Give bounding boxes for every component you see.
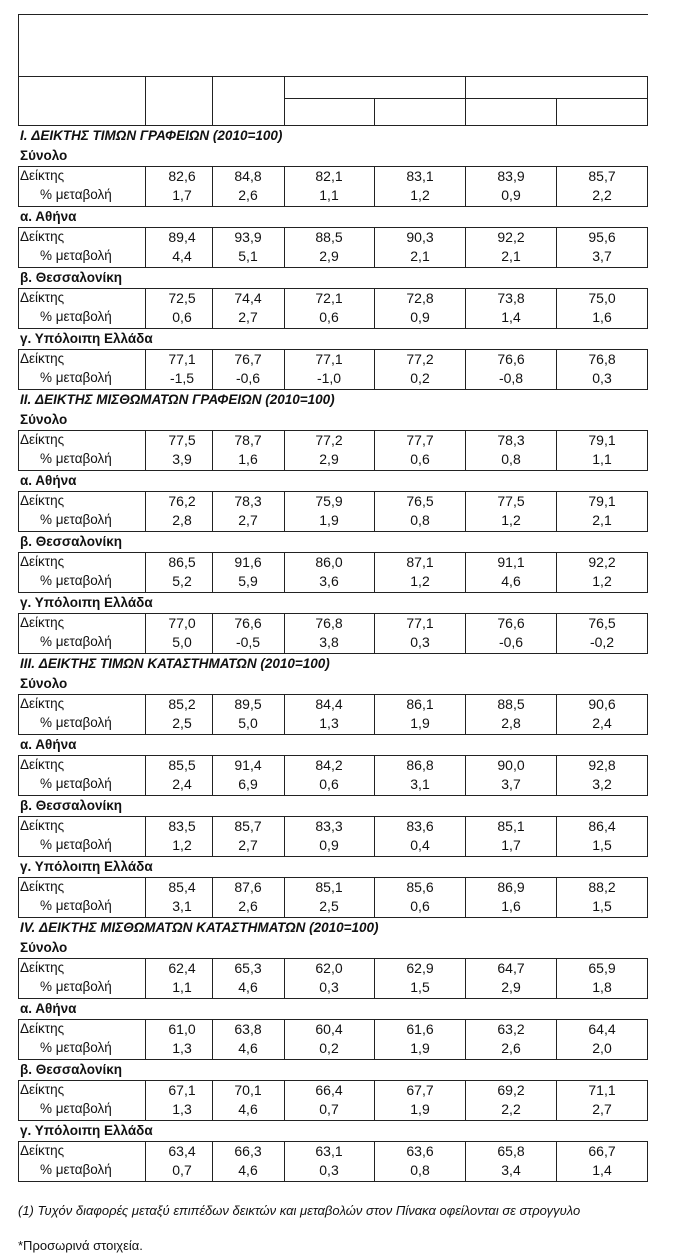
change-value: 0,2 xyxy=(410,370,430,386)
change-value: 3,7 xyxy=(592,248,612,264)
index-value: 85,4 xyxy=(168,879,196,895)
change-value: 0,3 xyxy=(319,979,339,995)
change-value: 3,1 xyxy=(172,898,192,914)
index-value: 76,8 xyxy=(588,351,616,367)
row-label-index: Δείκτης xyxy=(20,554,65,569)
row-label-change: % μεταβολή xyxy=(40,309,112,324)
region-title: Σύνολο xyxy=(20,940,68,955)
change-value: 0,8 xyxy=(410,512,430,528)
change-value: 1,6 xyxy=(501,898,521,914)
row-label-index: Δείκτης xyxy=(20,351,65,366)
change-value: 0,3 xyxy=(410,634,430,650)
change-value: 2,7 xyxy=(238,837,258,853)
change-value: 1,1 xyxy=(592,451,612,467)
change-value: 1,2 xyxy=(172,837,192,853)
change-value: 1,6 xyxy=(238,451,258,467)
change-value: 3,7 xyxy=(501,776,521,792)
index-value: 82,1 xyxy=(315,168,343,184)
row-label-change: % μεταβολή xyxy=(40,837,112,852)
change-value: 0,8 xyxy=(410,1162,430,1178)
section-title: III. ΔΕΙΚΤΗΣ ΤΙΜΩΝ ΚΑΤΑΣΤΗΜΑΤΩΝ (2010=100) xyxy=(20,656,330,671)
row-label-index: Δείκτης xyxy=(20,1143,65,1158)
change-value: 1,1 xyxy=(319,187,339,203)
index-value: 86,8 xyxy=(406,757,434,773)
index-value: 77,5 xyxy=(497,493,525,509)
change-value: 1,9 xyxy=(410,1040,430,1056)
row-label-index: Δείκτης xyxy=(20,696,65,711)
data-row-group xyxy=(18,288,648,329)
index-value: 85,7 xyxy=(588,168,616,184)
row-label-change: % μεταβολή xyxy=(40,898,112,913)
index-value: 62,4 xyxy=(168,960,196,976)
change-value: 2,9 xyxy=(319,451,339,467)
index-value: 87,1 xyxy=(406,554,434,570)
change-value: 2,7 xyxy=(592,1101,612,1117)
change-value: 2,6 xyxy=(238,187,258,203)
index-value: 83,3 xyxy=(315,818,343,834)
data-row-group xyxy=(18,1141,648,1182)
change-value: -0,6 xyxy=(235,370,261,386)
index-value: 85,7 xyxy=(234,818,262,834)
index-value: 73,8 xyxy=(497,290,525,306)
region-title: β. Θεσσαλονίκη xyxy=(20,270,123,285)
index-value: 89,4 xyxy=(168,229,196,245)
index-value: 86,9 xyxy=(497,879,525,895)
change-value: 1,5 xyxy=(592,837,612,853)
index-value: 92,2 xyxy=(497,229,525,245)
table-header xyxy=(18,14,648,126)
data-row-group xyxy=(18,816,648,857)
change-value: 2,1 xyxy=(501,248,521,264)
change-value: 2,6 xyxy=(501,1040,521,1056)
index-value: 72,1 xyxy=(315,290,343,306)
change-value: 0,6 xyxy=(172,309,192,325)
index-value: 74,4 xyxy=(234,290,262,306)
index-value: 75,0 xyxy=(588,290,616,306)
change-value: 0,2 xyxy=(319,1040,339,1056)
index-value: 78,7 xyxy=(234,432,262,448)
region-title: γ. Υπόλοιπη Ελλάδα xyxy=(20,595,153,610)
row-label-change: % μεταβολή xyxy=(40,187,112,202)
index-value: 88,5 xyxy=(497,696,525,712)
change-value: 2,2 xyxy=(501,1101,521,1117)
index-value: 84,8 xyxy=(234,168,262,184)
row-label-change: % μεταβολή xyxy=(40,1040,112,1055)
index-value: 85,6 xyxy=(406,879,434,895)
row-label-index: Δείκτης xyxy=(20,168,65,183)
index-value: 76,8 xyxy=(315,615,343,631)
index-value: 85,1 xyxy=(497,818,525,834)
change-value: 4,4 xyxy=(172,248,192,264)
index-value: 63,1 xyxy=(315,1143,343,1159)
change-value: 5,2 xyxy=(172,573,192,589)
section-title: II. ΔΕΙΚΤΗΣ ΜΙΣΘΩΜΑΤΩΝ ΓΡΑΦΕΙΩΝ (2010=100) xyxy=(20,392,335,407)
data-row-group xyxy=(18,227,648,268)
change-value: 0,7 xyxy=(172,1162,192,1178)
index-value: 78,3 xyxy=(234,493,262,509)
change-value: 0,4 xyxy=(410,837,430,853)
change-value: 2,8 xyxy=(172,512,192,528)
index-value: 66,4 xyxy=(315,1082,343,1098)
footnote-rounding: (1) Τυχόν διαφορές μεταξύ επιπέδων δεικτών και μεταβολών στον Πίνακα οφείλονται σε στρογγυλο xyxy=(18,1203,581,1218)
table-body xyxy=(18,126,648,1182)
row-label-index: Δείκτης xyxy=(20,1082,65,1097)
change-value: 5,9 xyxy=(238,573,258,589)
change-value: 1,2 xyxy=(592,573,612,589)
change-value: 1,7 xyxy=(501,837,521,853)
index-value: 77,7 xyxy=(406,432,434,448)
section-title: I. ΔΕΙΚΤΗΣ ΤΙΜΩΝ ΓΡΑΦΕΙΩΝ (2010=100) xyxy=(20,128,283,143)
index-value: 79,1 xyxy=(588,432,616,448)
index-value: 84,4 xyxy=(315,696,343,712)
index-value: 63,4 xyxy=(168,1143,196,1159)
index-value: 70,1 xyxy=(234,1082,262,1098)
index-value: 60,4 xyxy=(315,1021,343,1037)
index-value: 91,1 xyxy=(497,554,525,570)
data-row-group xyxy=(18,166,648,207)
row-label-index: Δείκτης xyxy=(20,290,65,305)
index-value: 62,0 xyxy=(315,960,343,976)
change-value: 2,6 xyxy=(238,898,258,914)
change-value: 0,6 xyxy=(319,309,339,325)
index-value: 75,9 xyxy=(315,493,343,509)
change-value: 3,9 xyxy=(172,451,192,467)
index-value: 77,1 xyxy=(168,351,196,367)
index-value: 76,7 xyxy=(234,351,262,367)
index-value: 72,5 xyxy=(168,290,196,306)
index-value: 83,9 xyxy=(497,168,525,184)
change-value: 4,6 xyxy=(238,1162,258,1178)
row-label-index: Δείκτης xyxy=(20,432,65,447)
change-value: 3,6 xyxy=(319,573,339,589)
change-value: 0,7 xyxy=(319,1101,339,1117)
change-value: 1,4 xyxy=(592,1162,612,1178)
index-value: 66,3 xyxy=(234,1143,262,1159)
change-value: 2,4 xyxy=(592,715,612,731)
region-title: Σύνολο xyxy=(20,412,68,427)
region-title: β. Θεσσαλονίκη xyxy=(20,798,123,813)
index-value: 76,6 xyxy=(497,351,525,367)
change-value: -1,0 xyxy=(316,370,342,386)
change-value: 0,3 xyxy=(319,1162,339,1178)
change-value: 4,6 xyxy=(238,979,258,995)
index-value: 64,4 xyxy=(588,1021,616,1037)
index-value: 78,3 xyxy=(497,432,525,448)
index-value: 83,5 xyxy=(168,818,196,834)
change-value: 0,9 xyxy=(319,837,339,853)
change-value: 0,6 xyxy=(410,898,430,914)
change-value: -0,8 xyxy=(498,370,524,386)
index-value: 86,0 xyxy=(315,554,343,570)
row-label-index: Δείκτης xyxy=(20,960,65,975)
index-value: 88,2 xyxy=(588,879,616,895)
change-value: 0,3 xyxy=(592,370,612,386)
change-value: 0,6 xyxy=(319,776,339,792)
change-value: 2,2 xyxy=(592,187,612,203)
change-value: 2,5 xyxy=(319,898,339,914)
row-label-change: % μεταβολή xyxy=(40,451,112,466)
region-title: β. Θεσσαλονίκη xyxy=(20,1062,123,1077)
index-value: 85,1 xyxy=(315,879,343,895)
change-value: 2,8 xyxy=(501,715,521,731)
region-title: α. Αθήνα xyxy=(20,737,77,752)
change-value: 4,6 xyxy=(238,1101,258,1117)
change-value: -0,2 xyxy=(589,634,615,650)
row-label-change: % μεταβολή xyxy=(40,715,112,730)
change-value: 6,9 xyxy=(238,776,258,792)
index-value: 77,1 xyxy=(406,615,434,631)
change-value: 1,1 xyxy=(172,979,192,995)
index-value: 92,8 xyxy=(588,757,616,773)
change-value: 3,2 xyxy=(592,776,612,792)
index-value: 93,9 xyxy=(234,229,262,245)
data-row-group xyxy=(18,349,648,390)
row-label-change: % μεταβολή xyxy=(40,573,112,588)
change-value: 1,9 xyxy=(410,1101,430,1117)
data-row-group xyxy=(18,877,648,918)
change-value: 2,4 xyxy=(172,776,192,792)
change-value: -1,5 xyxy=(169,370,195,386)
data-row-group xyxy=(18,613,648,654)
footnote-provisional: *Προσωρινά στοιχεία. xyxy=(18,1238,143,1253)
data-row-group xyxy=(18,1019,648,1060)
change-value: 1,5 xyxy=(410,979,430,995)
change-value: 2,0 xyxy=(592,1040,612,1056)
index-value: 91,6 xyxy=(234,554,262,570)
data-row-group xyxy=(18,755,648,796)
index-value: 89,5 xyxy=(234,696,262,712)
change-value: 1,8 xyxy=(592,979,612,995)
index-value: 61,6 xyxy=(406,1021,434,1037)
row-label-change: % μεταβολή xyxy=(40,1101,112,1116)
index-value: 63,6 xyxy=(406,1143,434,1159)
index-value: 79,1 xyxy=(588,493,616,509)
change-value: -0,6 xyxy=(498,634,524,650)
index-value: 76,5 xyxy=(588,615,616,631)
index-value: 90,3 xyxy=(406,229,434,245)
change-value: 2,5 xyxy=(172,715,192,731)
index-value: 90,6 xyxy=(588,696,616,712)
region-title: Σύνολο xyxy=(20,148,68,163)
change-value: 0,9 xyxy=(501,187,521,203)
region-title: γ. Υπόλοιπη Ελλάδα xyxy=(20,859,153,874)
row-label-change: % μεταβολή xyxy=(40,1162,112,1177)
change-value: 1,6 xyxy=(592,309,612,325)
index-value: 82,6 xyxy=(168,168,196,184)
row-label-change: % μεταβολή xyxy=(40,634,112,649)
change-value: 3,1 xyxy=(410,776,430,792)
data-row-group xyxy=(18,491,648,532)
change-value: 2,1 xyxy=(410,248,430,264)
change-value: 1,3 xyxy=(172,1101,192,1117)
change-value: 0,6 xyxy=(410,451,430,467)
row-label-index: Δείκτης xyxy=(20,615,65,630)
row-label-index: Δείκτης xyxy=(20,229,65,244)
change-value: 1,3 xyxy=(172,1040,192,1056)
index-value: 69,2 xyxy=(497,1082,525,1098)
index-value: 90,0 xyxy=(497,757,525,773)
index-value: 84,2 xyxy=(315,757,343,773)
change-value: 2,9 xyxy=(501,979,521,995)
change-value: 5,0 xyxy=(172,634,192,650)
change-value: 2,1 xyxy=(592,512,612,528)
change-value: 1,7 xyxy=(172,187,192,203)
index-value: 61,0 xyxy=(168,1021,196,1037)
row-label-index: Δείκτης xyxy=(20,879,65,894)
index-value: 76,6 xyxy=(497,615,525,631)
table xyxy=(18,14,648,1182)
row-label-change: % μεταβολή xyxy=(40,776,112,791)
data-row-group xyxy=(18,552,648,593)
index-value: 67,1 xyxy=(168,1082,196,1098)
index-value: 76,6 xyxy=(234,615,262,631)
data-row-group xyxy=(18,430,648,471)
index-value: 77,2 xyxy=(315,432,343,448)
change-value: 1,4 xyxy=(501,309,521,325)
index-value: 85,5 xyxy=(168,757,196,773)
change-value: 2,7 xyxy=(238,512,258,528)
index-value: 92,2 xyxy=(588,554,616,570)
change-value: 2,9 xyxy=(319,248,339,264)
index-value: 91,4 xyxy=(234,757,262,773)
change-value: 5,0 xyxy=(238,715,258,731)
index-value: 88,5 xyxy=(315,229,343,245)
change-value: 1,3 xyxy=(319,715,339,731)
change-value: -0,5 xyxy=(235,634,261,650)
index-value: 65,9 xyxy=(588,960,616,976)
change-value: 1,9 xyxy=(410,715,430,731)
region-title: α. Αθήνα xyxy=(20,1001,77,1016)
change-value: 1,2 xyxy=(501,512,521,528)
row-label-change: % μεταβολή xyxy=(40,512,112,527)
region-title: α. Αθήνα xyxy=(20,209,77,224)
index-value: 95,6 xyxy=(588,229,616,245)
change-value: 3,4 xyxy=(501,1162,521,1178)
index-value: 87,6 xyxy=(234,879,262,895)
row-label-change: % μεταβολή xyxy=(40,979,112,994)
change-value: 5,1 xyxy=(238,248,258,264)
change-value: 1,2 xyxy=(410,187,430,203)
index-value: 85,2 xyxy=(168,696,196,712)
region-title: β. Θεσσαλονίκη xyxy=(20,534,123,549)
index-value: 77,0 xyxy=(168,615,196,631)
index-value: 77,5 xyxy=(168,432,196,448)
index-value: 77,2 xyxy=(406,351,434,367)
row-label-change: % μεταβολή xyxy=(40,370,112,385)
row-label-change: % μεταβολή xyxy=(40,248,112,263)
index-value: 64,7 xyxy=(497,960,525,976)
index-value: 63,8 xyxy=(234,1021,262,1037)
section-title: IV. ΔΕΙΚΤΗΣ ΜΙΣΘΩΜΑΤΩΝ ΚΑΤΑΣΤΗΜΑΤΩΝ (2010=100) xyxy=(20,920,379,935)
change-value: 0,9 xyxy=(410,309,430,325)
index-value: 83,6 xyxy=(406,818,434,834)
change-value: 1,9 xyxy=(319,512,339,528)
index-value: 77,1 xyxy=(315,351,343,367)
index-value: 86,1 xyxy=(406,696,434,712)
change-value: 3,8 xyxy=(319,634,339,650)
change-value: 4,6 xyxy=(501,573,521,589)
index-value: 86,4 xyxy=(588,818,616,834)
change-value: 4,6 xyxy=(238,1040,258,1056)
row-label-index: Δείκτης xyxy=(20,493,65,508)
data-row-group xyxy=(18,1080,648,1121)
change-value: 1,5 xyxy=(592,898,612,914)
data-row-group xyxy=(18,958,648,999)
change-value: 0,8 xyxy=(501,451,521,467)
index-value: 86,5 xyxy=(168,554,196,570)
index-value: 67,7 xyxy=(406,1082,434,1098)
index-value: 62,9 xyxy=(406,960,434,976)
region-title: α. Αθήνα xyxy=(20,473,77,488)
region-title: γ. Υπόλοιπη Ελλάδα xyxy=(20,331,153,346)
region-title: γ. Υπόλοιπη Ελλάδα xyxy=(20,1123,153,1138)
index-value: 76,5 xyxy=(406,493,434,509)
index-value: 72,8 xyxy=(406,290,434,306)
index-value: 71,1 xyxy=(588,1082,616,1098)
index-value: 66,7 xyxy=(588,1143,616,1159)
row-label-index: Δείκτης xyxy=(20,1021,65,1036)
index-value: 65,3 xyxy=(234,960,262,976)
change-value: 2,7 xyxy=(238,309,258,325)
index-value: 76,2 xyxy=(168,493,196,509)
row-label-index: Δείκτης xyxy=(20,757,65,772)
index-value: 65,8 xyxy=(497,1143,525,1159)
change-value: 1,2 xyxy=(410,573,430,589)
index-value: 63,2 xyxy=(497,1021,525,1037)
index-value: 83,1 xyxy=(406,168,434,184)
row-label-index: Δείκτης xyxy=(20,818,65,833)
data-row-group xyxy=(18,694,648,735)
region-title: Σύνολο xyxy=(20,676,68,691)
